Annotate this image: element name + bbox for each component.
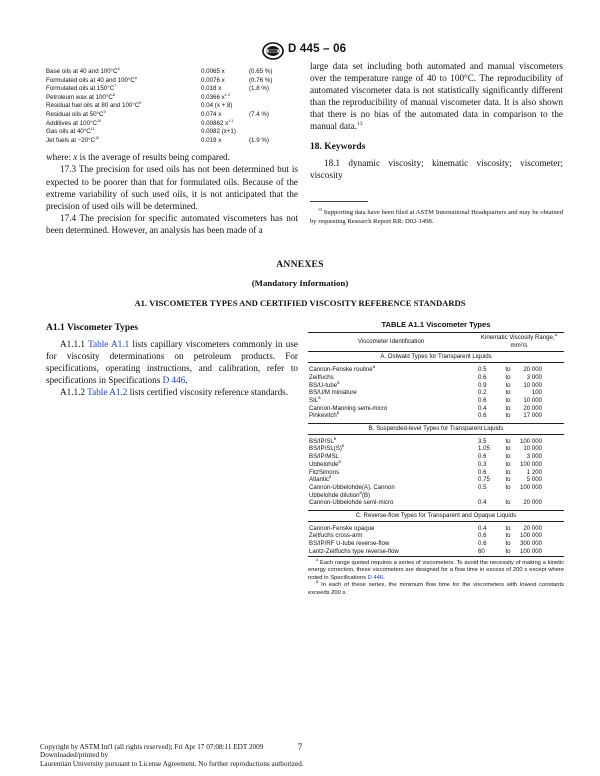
note-d446-link[interactable]: D 446 [367,574,384,581]
range-low: 1.05 [478,445,490,453]
range-to: to [505,476,511,484]
precision-percent [249,128,272,137]
precision-row [46,111,272,120]
precision-label: Jet fuels at $-20^\circ C^{12}$ [46,135,100,144]
viscometer-name: Cannon-Manning semi-micro [309,404,388,412]
mandatory-information-label: (Mandatory Information) [251,278,349,288]
table-a1-2-link[interactable]: Table A1.2 [87,387,128,398]
precision-label: Formulated oils at $150^\circ C^7$ [46,84,117,93]
table-row [308,499,564,507]
precision-value: 0.0065 x [201,68,225,75]
range-to: to [505,389,511,397]
range-low: 0.4 [478,499,487,507]
range-high: 20 000 [523,366,542,374]
range-high: 20 000 [523,499,542,507]
table-row [308,397,564,405]
precision-percent: (1.9 %) [249,136,269,144]
viscometer-name: BS/IP/RF U-tube reverse-flow [309,540,390,548]
range-low: 0.2 [478,389,487,397]
precision-row [46,68,272,77]
table-a1-1-link[interactable]: Table A1.1 [88,339,130,350]
range-low: 0.9 [478,381,487,389]
viscometer-name: $BS/IP/SL^B$ [309,436,337,445]
table-group-header [308,424,564,435]
viscometer-name: Cannon-Ubbelohde semi-micro [309,499,394,507]
column-header-range: Kinematic Viscosity Range,$^A$ mm²/s [474,333,564,352]
paragraph-17-4-continued: large data set including both automated and manual viscometers over the temperature range of 40 to 100°C. The reproducibility of automated viscometer data is not statistically significantly different than the reproducibility of manual viscometer data. It is also shown that there is no bias of the automated data in comparison to the manual data.$^{13}$ [310,61,563,132]
range-low: 0.5 [478,483,487,491]
range-to: to [505,381,511,389]
column-header-identification: Viscometer Identification [308,333,474,352]
range-to: to [505,524,511,532]
range-high [514,492,564,500]
range-low: 0.6 [478,532,487,540]
range-high: 3 000 [526,453,542,461]
range-low: 0.6 [478,468,487,476]
table-row [308,405,564,413]
table-row [308,525,564,533]
range-to: to [505,483,511,491]
range-high: 3 000 [526,373,542,381]
annexes-heading: ANNEXES [276,260,324,270]
viscometer-name: $BS/IP/SL(S)^B$ [309,444,345,453]
range-to: to [505,404,511,412]
precision-label: Base oils at 40 and $100^\circ C^6$ [46,66,120,75]
range-high: 1 200 [526,468,542,476]
table-row [308,484,564,492]
paragraph-17-4: 17.4 The precision for specific automated viscometers has not been determined. However, an analysis has been made of a [46,212,298,235]
range-high: 20 000 [523,404,542,412]
copyright-notice: Copyright by ASTM Int'l (all rights reserved); Fri Apr 17 07:08:11 EDT 2009 Downloaded/printed by Laurentian University pursuant to License Agreement. No further reproductions authorized. [40,743,304,768]
range-high: 100 000 [519,532,542,540]
range-low: 0.75 [478,476,490,484]
viscometer-name: FitzSimons [309,468,340,476]
precision-row [46,85,272,94]
precision-row [46,120,272,129]
table-row [308,382,564,390]
range-to: to [505,540,511,548]
range-high: 100 [531,389,542,397]
viscometer-name: Cannon-Fenske opaque [309,524,375,532]
range-low [474,492,502,500]
precision-percent: (0.76 %) [249,76,273,84]
viscometer-name: Cannon-Fenske routine$^B$ [309,365,376,374]
precision-row [46,102,272,111]
range-low: 0.6 [478,373,487,381]
table-row [308,453,564,461]
viscometer-name: Zeitfuchs [309,373,334,381]
table-row [308,374,564,382]
footnote-13: $^{13}$ Supporting data have been filed at ASTM International Headquarters and may be obtained by requesting Research Report RR: D02-1498. [310,206,563,225]
precision-percent: (7.4 %) [249,110,269,118]
range-to: to [505,547,511,555]
viscometer-name: Pinkevitch$^B$ [309,411,340,420]
range-to: to [505,445,511,453]
group-label: B. Suspended-level Types for Transparent Liquids [308,424,564,435]
range-low: 0.6 [478,412,487,420]
footnote-divider [310,201,368,202]
table-row [308,476,564,484]
viscometer-name: Zeitfuchs cross-arm [309,532,363,540]
paragraph-a1-1-1: A1.1.1 Table A1.1 lists capillary viscometers commonly in use for viscosity determinations on petroleum products. For specifications, operating instructions, and calibration, refer to specifications in Specifications D 446. [46,339,298,386]
range-low: 3.5 [478,437,487,445]
range-to: to [505,366,511,374]
range-high: 100 000 [519,437,542,445]
range-to: to [505,499,511,507]
precision-percent: (0.65 %) [249,68,273,75]
table-note-a: $^A$ Each range quoted requires a series of viscometers. To avoid the necessity of making a kinetic energy correction, these viscometers are designed for a flow time in excess of 200 s except where noted in Specifications D 446. [308,557,564,581]
table-row [308,445,564,453]
right-column [310,60,563,181]
viscometer-name: Ubbelohde$^B$ [309,459,341,468]
viscometer-name: $SIL^B$ [309,395,321,404]
range-low: 0.4 [478,524,487,532]
table-row [308,532,564,540]
paragraph-a1-1-2: A1.1.2 Table A1.2 lists certified viscosity reference standards. [60,387,289,398]
range-high: 17 000 [523,412,542,420]
group-label: A. Ostwald Types for Transparent Liquids [308,352,564,363]
range-low: 0.6 [478,396,487,404]
precision-value: 0.019 x [201,136,222,144]
group-label: C. Reverse-flow Types for Transparent and Opaque Liquids [308,511,564,522]
keywords-heading: 18. Keywords [310,141,366,152]
range-high: 5 000 [526,476,542,484]
range-high: 300 000 [519,540,542,548]
range-high: 10 000 [523,381,542,389]
standard-designation: D 445 – 06 [288,43,347,55]
table-footnotes [308,557,564,598]
viscometer-name: BS/U-tube$^B$ [309,380,340,389]
table-a1-1 [308,320,564,598]
table-row [308,412,564,420]
precision-value: 0.04 (x + 8) [201,102,233,110]
precision-table [46,68,272,145]
table-row [308,492,564,500]
viscometer-types-table [308,332,564,557]
where-paragraph: where: x is the average of results being compared. [46,152,230,163]
range-high: 10 000 [523,396,542,404]
table-a1-1-title: TABLE A1.1 Viscometer Types [381,320,491,329]
precision-value: 0.0366 $x^{1.2}$ [201,92,230,101]
viscometer-name: Ubbelohde dilution$^B$(B) [309,490,371,499]
astm-logo-icon [262,42,284,60]
range-high: 100 000 [519,547,542,555]
viscometer-name: Atlantic$^B$ [309,475,332,484]
table-row [308,469,564,477]
range-to: to [505,460,511,468]
range-low: 0.4 [478,404,487,412]
range-high: 100 000 [519,483,542,491]
table-group-header [308,511,564,522]
range-low: 0.6 [478,453,487,461]
precision-label: Additives at $100^\circ C^{10}$ [46,118,102,127]
range-low: 0.6 [478,540,487,548]
section-a1-1 [46,322,298,399]
table-row [308,548,564,556]
range-low: 0.5 [478,366,487,374]
precision-value: 0.00862 $x^{1.1}$ [201,118,234,127]
table-row [308,461,564,469]
precision-percent [249,94,272,103]
range-to: to [505,396,511,404]
paragraph-17-3: 17.3 The precision for used oils has not been determined but is expected to be poorer than that for formulated oils. Because of the extreme variability of such used oils, it is not anticipated that the precision of used oils will be determined. [46,164,298,211]
range-high: 20 000 [523,524,542,532]
left-column [46,68,298,236]
precision-percent: (1.8 %) [249,85,269,93]
precision-row [46,128,272,137]
precision-percent [249,102,272,111]
range-to: to [505,412,511,420]
table-row [308,438,564,446]
table-row [308,540,564,548]
precision-label: Formulated oils at 40 and $100^\circ C^6$ [46,75,137,84]
keywords-paragraph: 18.1 dynamic viscosity; kinematic viscosity; viscometer; viscosity [310,157,563,180]
section-a1-1-heading: A1.1 Viscometer Types [46,323,139,333]
table-row [308,366,564,374]
precision-value: 0.0076 x [201,76,225,84]
range-high: 10 000 [523,445,542,453]
precision-label: Petroleum wax at $100^\circ C^8$ [46,92,115,101]
annex-a1-title: A1. VISCOMETER TYPES AND CERTIFIED VISCOSITY REFERENCE STANDARDS [134,298,466,308]
range-to: to [505,437,511,445]
precision-percent [249,120,272,129]
page-number: 7 [297,742,303,752]
range-to: to [505,373,511,381]
viscometer-name: BS/U/M miniature [309,389,357,397]
table-row [308,389,564,397]
precision-label: Gas oils at $40^\circ C^{11}$ [46,127,95,136]
range-to: to [505,532,511,540]
viscometer-name: Lantz-Zeitfuchs type reverse-flow [309,547,399,555]
range-to: to [505,468,511,476]
page-header [0,42,600,62]
range-low: 0.3 [478,460,487,468]
d446-link[interactable]: D 446 [162,375,186,386]
precision-value: 0.074 x [201,110,222,118]
table-group-header [308,352,564,363]
precision-label: Residual fuel oils at 80 and $100^\circ C^9$ [46,101,142,110]
precision-value: 0.0082 (x+1) [201,128,236,136]
range-to [502,492,514,500]
range-to: to [505,453,511,461]
viscometer-name: BS/IP/MSL [309,453,339,461]
table-note-b: $^B$ In each of these series, the minimum flow time for the viscometers with lowest constants exceeds 200 s. [308,580,564,596]
viscometer-name: Cannon-Ubbelohde(A), Cannon [309,483,395,491]
precision-value: 0.018 x [201,85,222,93]
precision-row [46,137,272,146]
precision-row [46,77,272,86]
precision-label: Residual oils at $50^\circ C^9$ [46,109,106,118]
range-low: 60 [478,547,485,555]
range-high: 100 000 [519,460,542,468]
